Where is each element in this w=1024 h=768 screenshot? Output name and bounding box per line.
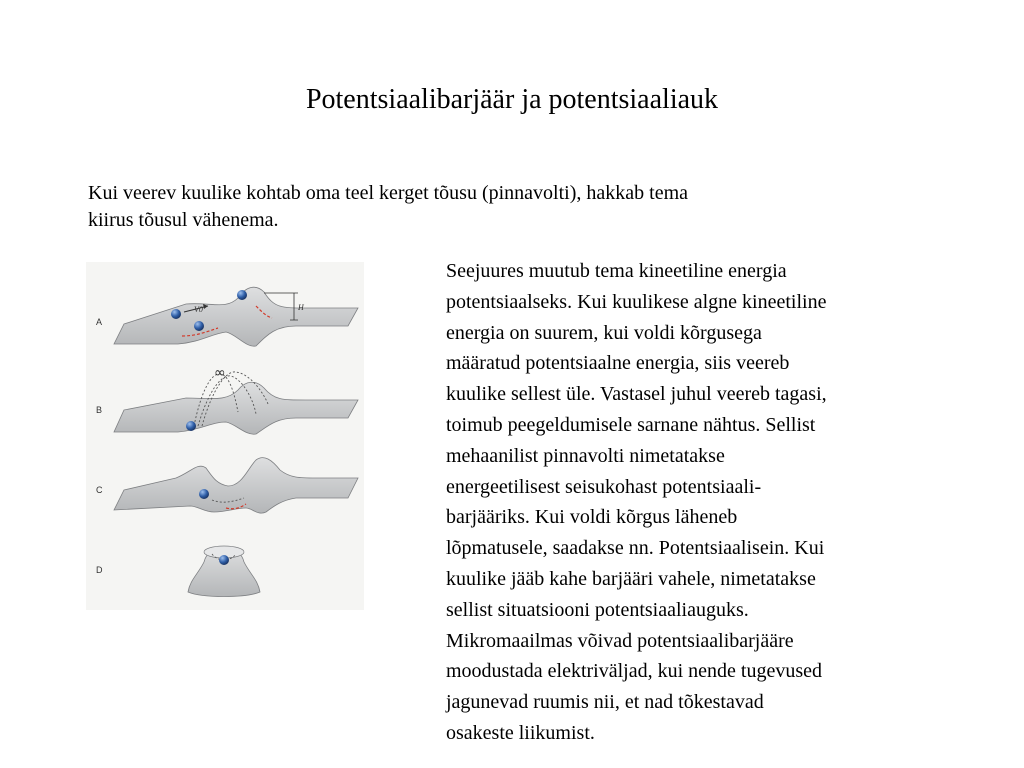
barrier-surface-a <box>114 287 358 346</box>
body-paragraph <box>446 256 946 749</box>
body-line: lõpmatusele, saadakse nn. Potentsiaalisein. Kui <box>446 537 825 560</box>
intro-paragraph <box>88 180 878 234</box>
body-line: kuulike jääb kahe barjääri vahele, nimetatakse <box>446 567 816 590</box>
ball-icon <box>237 290 247 300</box>
ball-icon <box>194 321 204 331</box>
body-line: kuulike sellest üle. Vastasel juhul veereb tagasi, <box>446 383 827 406</box>
body-line: jagunevad ruumis nii, et nad tõkestavad <box>446 691 764 714</box>
panel-label-d: D <box>96 565 103 575</box>
panel-label-a: A <box>96 317 103 327</box>
body-line: potentsiaalseks. Kui kuulikese algne kineetiline <box>446 290 827 313</box>
barrier-surface-b <box>114 382 358 434</box>
body-line: Mikromaailmas võivad potentsiaalibarjääre <box>446 629 794 652</box>
panel-label-c: C <box>96 485 103 495</box>
body-line: barjääriks. Kui voldi kõrgus läheneb <box>446 506 738 529</box>
height-label: H <box>298 303 304 312</box>
ball-icon <box>171 309 181 319</box>
ball-icon <box>199 489 209 499</box>
panel-c <box>96 458 358 514</box>
panel-a <box>96 287 358 346</box>
intro-line: Kui veerev kuulike kohtab oma teel kerget tõusu (pinnavolti), hakkab tema <box>88 182 689 204</box>
intro-line: kiirus tõusul vähenema. <box>88 209 279 231</box>
body-line: toimub peegeldumisele sarnane nähtus. Sellist <box>446 413 816 436</box>
body-line: energeetilisest seisukohast potentsiaali- <box>446 475 762 498</box>
slide-title: Potentsiaalibarjäär ja potentsiaaliauk <box>305 84 719 115</box>
body-line: mehaanilist pinnavolti nimetatakse <box>446 444 725 467</box>
panel-label-b: B <box>96 405 103 415</box>
panel-d <box>96 546 260 597</box>
infinity-symbol: ∞ <box>214 365 226 381</box>
body-line: energia on suurem, kui voldi kõrgusega <box>446 321 762 344</box>
ball-icon <box>186 421 196 431</box>
body-line: Seejuures muutub tema kineetiline energia <box>446 260 787 282</box>
body-line: osakeste liikumist. <box>446 721 595 744</box>
potential-barrier-illustration <box>86 262 364 610</box>
panel-b <box>96 365 358 434</box>
body-line: määratud potentsiaalne energia, siis veereb <box>446 352 790 375</box>
well-surface-c <box>114 458 358 514</box>
body-line: moodustada elektriväljad, kui nende tugevused <box>446 660 823 683</box>
body-line: sellist situatsiooni potentsiaaliauguks. <box>446 598 749 621</box>
ball-icon <box>219 555 229 565</box>
velocity-label: V0 <box>194 305 203 314</box>
